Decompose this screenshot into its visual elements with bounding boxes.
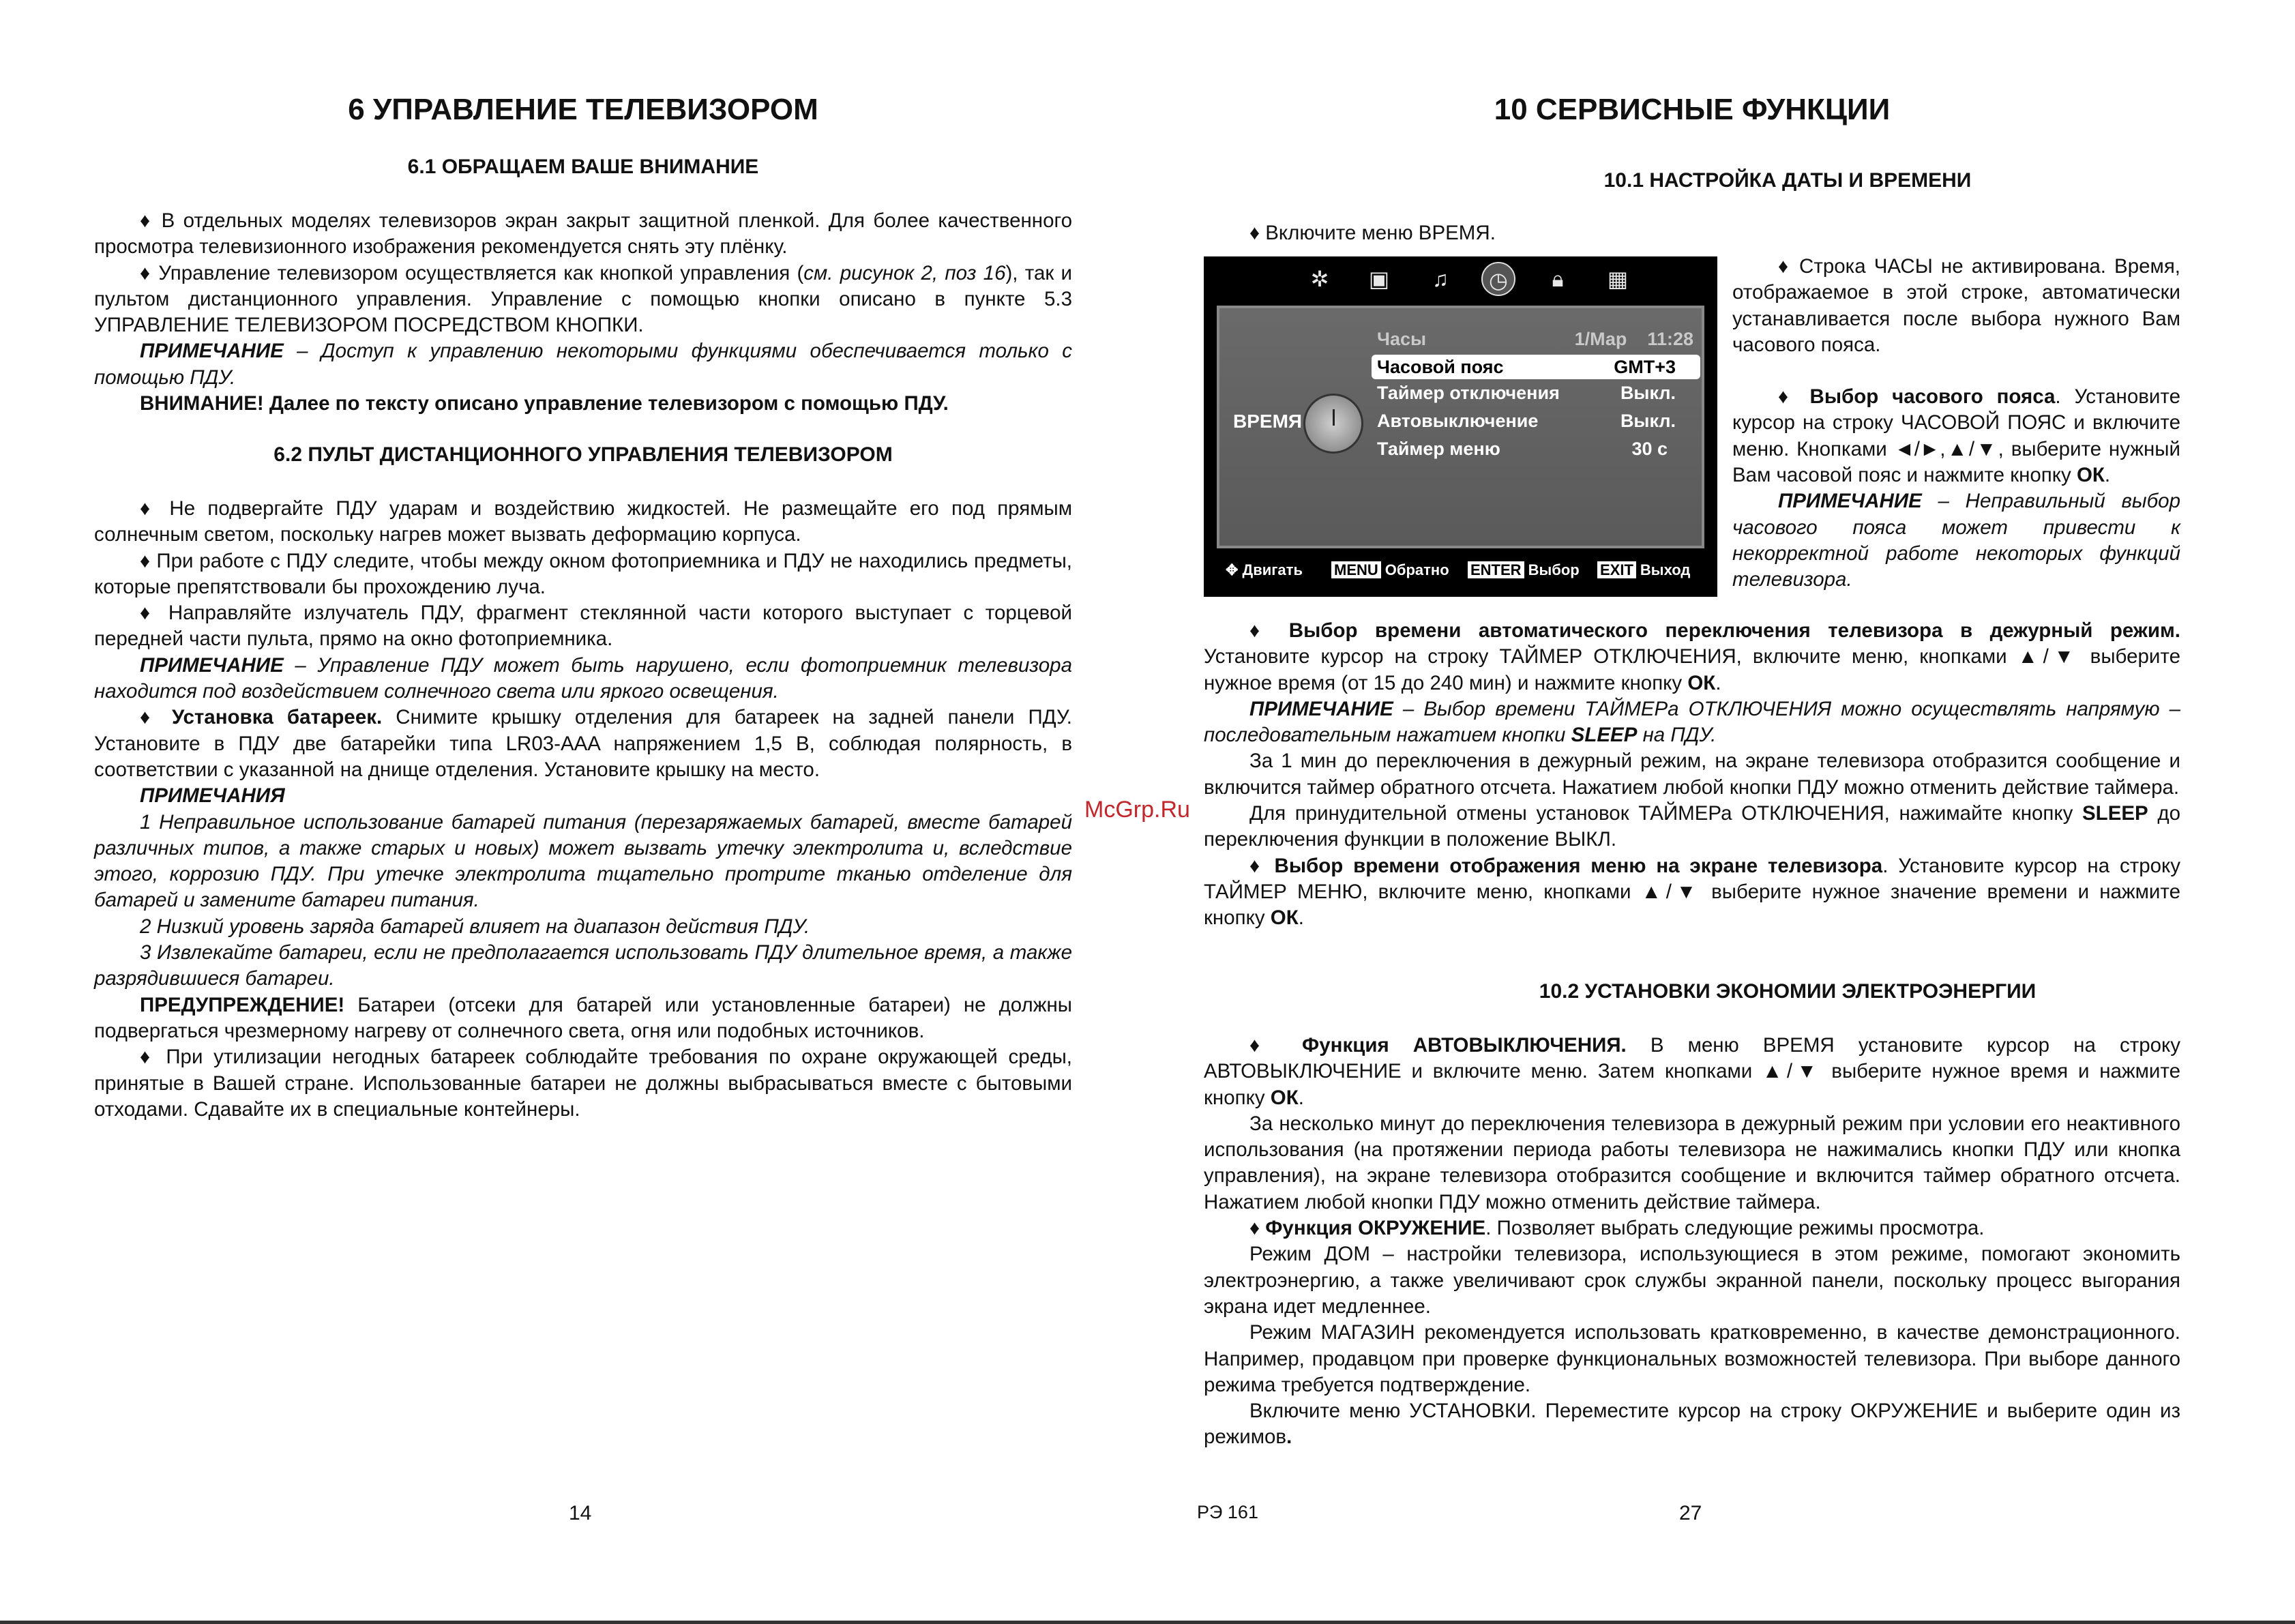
lock-icon: 🔒︎ (1552, 267, 1564, 291)
tv-menu-row: Таймер меню 30 с (1377, 439, 1668, 459)
paragraph: ♦ При работе с ПДУ следите, чтобы между окном фотоприемника и ПДУ не находились предметы, которые препятствовали бы прохождению луча. (94, 549, 1072, 598)
paragraph: За несколько минут до переключения телевизора в дежурный режим при условии его неактивного использования (на протяжении периода работы телевизора не нажимались кнопки ПДУ или кнопка управления), на экране телевизора отобразится сообщение и включится таймер обратного отсчета. Нажатием любой кнопки ПДУ можно отменить действие таймера. (1204, 1112, 2180, 1213)
paragraph: ♦ Строка ЧАСЫ не активирована. Время, отображаемое в этой строке, автоматически устанавливается после выбора нужного Вам часового пояса. (1732, 255, 2180, 356)
paragraph: Включите меню УСТАНОВКИ. Переместите курсор на строку ОКРУЖЕНИЕ и выберите один из режимов. (1204, 1400, 2180, 1449)
paragraph: ♦ Включите меню ВРЕМЯ. (1249, 222, 1496, 244)
page-number: 14 (569, 1502, 592, 1524)
paragraph: ♦ Выбор часового пояса. Установите курсор на строку ЧАСОВОЙ ПОЯС и включите меню. Кнопками ◄/►,▲/▼, выберите нужный Вам часовой пояс и нажмите кнопку ОК. (1732, 385, 2180, 487)
section-6-1-body (94, 208, 1072, 417)
note: 3 Извлекайте батареи, если не предполагается использовать ПДУ длительное время, а также разрядившиеся батареи. (94, 941, 1072, 990)
note: 2 Низкий уровень заряда батарей влияет на диапазон действия ПДУ. (140, 915, 810, 938)
tv-menu-footer (1205, 555, 1716, 589)
watermark: McGrp.Ru (1084, 797, 1190, 823)
warning: ВНИМАНИЕ! Далее по тексту описано управление телевизором с помощью ПДУ. (140, 392, 949, 415)
paragraph: ♦ Функция АВТОВЫКЛЮЧЕНИЯ. В меню ВРЕМЯ установите курсор на строку АВТОВЫКЛЮЧЕНИЕ и включите меню. Затем кнопками ▲/▼ выберите нужное время и нажмите кнопку ОК. (1204, 1034, 2181, 1109)
section-6-2-body (94, 496, 1072, 1123)
left-page (94, 0, 1072, 1624)
menu-hint: MENU Обратно (1331, 561, 1449, 579)
document-code: РЭ 161 (1197, 1502, 1258, 1522)
section-title-10-1: 10.1 НАСТРОЙКА ДАТЫ И ВРЕМЕНИ (1603, 169, 1972, 192)
note: ПРИМЕЧАНИЕ – Неправильный выбор часового пояса может привести к некорректной работе некоторых функций телевизора. (1732, 490, 2180, 591)
note: 1 Неправильное использование батарей питания (перезаряжаемых батарей, вместе батарей различных типов, а также старых и новых) может вызвать утечку электролита и, вследствие этого, коррозию ПДУ. При утечке электролита тщательно протрите тканью отделение для батарей и замените батареи питания. (94, 810, 1072, 912)
paragraph: ♦ В отдельных моделях телевизоров экран закрыт защитной пленкой. Для более качественного просмотра телевизионного изображения рекомендуется снять эту плёнку. (94, 209, 1072, 259)
enter-hint: ENTER Выбор (1468, 561, 1580, 579)
move-arrows-icon: ✥ (1226, 561, 1243, 578)
page-number: 27 (1679, 1502, 1702, 1524)
section-title-6-1: 6.1 ОБРАЩАЕМ ВАШЕ ВНИМАНИЕ (407, 156, 759, 178)
page-bottom-edge (0, 1621, 2295, 1624)
music-note-icon: ♫ (1432, 267, 1449, 291)
paragraph: ♦ Функция ОКРУЖЕНИЕ. Позволяет выбрать следующие режимы просмотра. (1249, 1217, 1985, 1240)
tv-menu-row: Автовыключение Выкл. (1377, 411, 1676, 431)
tv-menu-tabs (1205, 258, 1716, 300)
note: ПРИМЕЧАНИЕ – Доступ к управлению некоторыми функциями обеспечивается только с помощью ПДУ. (94, 340, 1072, 389)
note: ПРИМЕЧАНИЕ – Управление ПДУ может быть нарушено, если фотоприемник телевизора находится под воздействием солнечного света или яркого освещения. (94, 653, 1072, 703)
paragraph: Для принудительной отмены установок ТАЙМЕРа ОТКЛЮЧЕНИЯ, нажимайте кнопку SLEEP до переключения функции в положение ВЫКЛ. (1204, 802, 2180, 851)
tv-menu-panel (1217, 306, 1704, 548)
paragraph: ♦ Не подвергайте ПДУ ударам и воздействию жидкостей. Не размещайте его под прямым солнечным светом, поскольку нагрев может вызвать деформацию корпуса. (94, 497, 1072, 546)
section-10-2-body (1204, 1033, 2180, 1451)
paragraph: ♦ Выбор времени отображения меню на экране телевизора. Установите курсор на строку ТАЙМЕР МЕНЮ, включите меню, кнопками ▲/▼ выберите нужное значение времени и нажмите кнопку ОК. (1204, 854, 2180, 930)
notes-heading: ПРИМЕЧАНИЯ (140, 784, 285, 808)
section-title-10-2: 10.2 УСТАНОВКИ ЭКОНОМИИ ЭЛЕКТРОЭНЕРГИИ (1539, 980, 2037, 1003)
tv-time-menu-screenshot (1204, 256, 1717, 597)
paragraph: ♦ Установка батареек. Снимите крышку отделения для батареек на задней панели ПДУ. Установите в ПДУ две батарейки типа LR03-AAA напряжением 1,5 В, соблюдая полярность, в соответствии с указанной на днище отделения. Установите крышку на место. (94, 706, 1072, 781)
move-hint: ✥ Двигать (1226, 561, 1303, 578)
grid-icon: ▦ (1607, 267, 1629, 291)
tv-menu-row: Таймер отключения Выкл. (1377, 383, 1676, 403)
paragraph: ПРЕДУПРЕЖДЕНИЕ! Батареи (отсеки для батарей или установленные батареи) не должны подвергаться чрезмерному нагреву от солнечного света, огня или подобных источников. (94, 993, 1072, 1042)
monitor-icon: ▣ (1368, 267, 1390, 291)
section-10-1-body (1204, 618, 2180, 932)
paragraph: ♦ При утилизации негодных батареек соблюдайте требования по охране окружающей среды, принятые в Вашей стране. Использованные батареи не должны выбрасываться вместе с бытовыми отходами. Сдавайте их в специальные контейнеры. (94, 1046, 1072, 1121)
paragraph: ♦ Выбор времени автоматического переключения телевизора в дежурный режим. Установите курсор на строку ТАЙМЕР ОТКЛЮЧЕНИЯ, включите меню, кнопками ▲/▼ выберите нужное время (от 15 до 240 мин) и нажмите кнопку ОК. (1204, 619, 2180, 694)
right-page (1204, 0, 2180, 1624)
time-menu-notes (1732, 254, 2180, 593)
paragraph: За 1 мин до переключения в дежурный режим, на экране телевизора отобразится сообщение и включится таймер обратного отсчета. Нажатием любой кнопки ПДУ можно отменить действие таймера. (1204, 750, 2180, 799)
gear-icon: ✲ (1310, 267, 1329, 291)
tv-menu-row-selected: Часовой пояс GMT+3 (1372, 355, 1700, 379)
exit-hint: EXIT Выход (1597, 561, 1690, 579)
paragraph: Режим ДОМ – настройки телевизора, использующиеся в этом режиме, помогают экономить электроэнергию, а также увеличивают срок службы экранной панели, поскольку процесс выгорания экрана идет медленнее. (1204, 1243, 2180, 1318)
clock-icon (1303, 394, 1363, 454)
note: ПРИМЕЧАНИЕ – Выбор времени ТАЙМЕРа ОТКЛЮЧЕНИЯ можно осуществлять напрямую – последовательным нажатием кнопки SLEEP на ПДУ. (1204, 697, 2180, 747)
chapter-title-10: 10 СЕРВИСНЫЕ ФУНКЦИИ (1494, 93, 1891, 126)
paragraph: ♦ Направляйте излучатель ПДУ, фрагмент стеклянной части которого выступает с торцевой передней части пульта, прямо на окно фотоприемника. (94, 602, 1072, 651)
section-title-6-2: 6.2 ПУЛЬТ ДИСТАНЦИОННОГО УПРАВЛЕНИЯ ТЕЛЕВИЗОРОМ (273, 443, 893, 466)
clock-icon: ◷ (1481, 262, 1515, 296)
chapter-title-6: 6 УПРАВЛЕНИЕ ТЕЛЕВИЗОРОМ (348, 93, 818, 126)
paragraph: ♦ Управление телевизором осуществляется как кнопкой управления (см. рисунок 2, поз 16), так и пультом дистанционного управления. Управление с помощью кнопки описано в пункте 5.3 УПРАВЛЕНИЕ ТЕЛЕВИЗОРОМ ПОСРЕДСТВОМ КНОПКИ. (94, 261, 1072, 337)
tv-menu-title: ВРЕМЯ (1233, 411, 1303, 432)
paragraph: Режим МАГАЗИН рекомендуется использовать кратковременно, в качестве демонстрационного. Например, продавцом при проверке функциональных возможностей телевизора. При выборе данного режима требуется подтверждение. (1204, 1321, 2180, 1396)
tv-menu-row: Часы 1/Мар 11:28 (1377, 329, 1693, 349)
